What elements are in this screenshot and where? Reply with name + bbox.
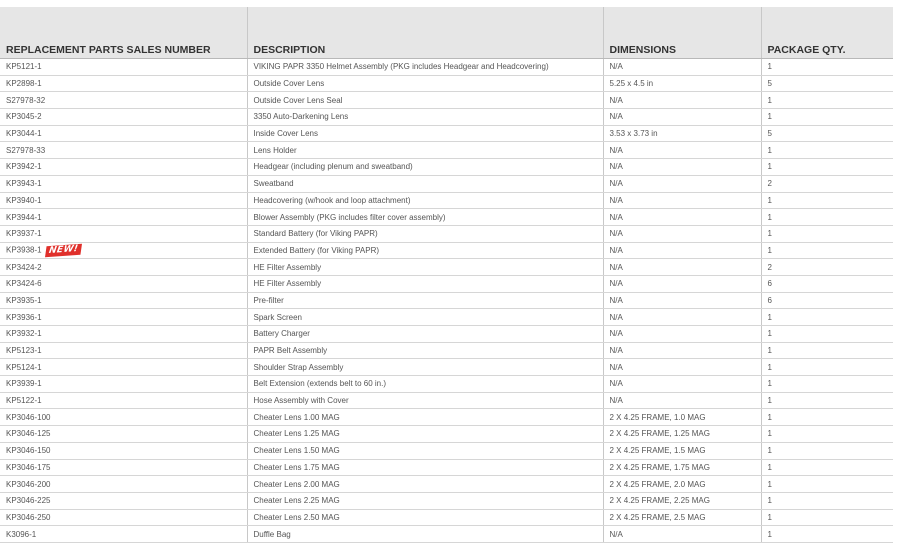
part-number: KP3045-2: [6, 112, 42, 122]
package-qty-cell: 1: [761, 209, 893, 226]
package-qty-cell: 1: [761, 392, 893, 409]
table-row: [0, 175, 893, 192]
package-qty-cell: 1: [761, 476, 893, 493]
part-number: KP5124-1: [6, 362, 42, 372]
part-number: KP3938-1: [6, 245, 42, 255]
description-cell: Lens Holder: [247, 142, 603, 159]
package-qty-cell: 1: [761, 109, 893, 126]
dimensions-cell: 2 X 4.25 FRAME, 1.75 MAG: [603, 459, 761, 476]
dimensions-cell: 2 X 4.25 FRAME, 2.25 MAG: [603, 492, 761, 509]
part-number-cell: [0, 409, 247, 426]
part-number-cell: [0, 209, 247, 226]
table-row: [0, 225, 893, 242]
description-cell: Cheater Lens 2.50 MAG: [247, 509, 603, 526]
table-row: [0, 376, 893, 393]
part-number: KP3046-175: [6, 462, 51, 472]
part-number: KP3046-150: [6, 446, 51, 456]
description-cell: HE Filter Assembly: [247, 259, 603, 276]
description-cell: Blower Assembly (PKG includes filter cover assembly): [247, 209, 603, 226]
dimensions-cell: 2 X 4.25 FRAME, 1.0 MAG: [603, 409, 761, 426]
part-number-cell: [0, 359, 247, 376]
dimensions-cell: 2 X 4.25 FRAME, 1.5 MAG: [603, 442, 761, 459]
part-number: KP3940-1: [6, 195, 42, 205]
part-number: KP3046-225: [6, 496, 51, 506]
description-cell: Extended Battery (for Viking PAPR): [247, 242, 603, 259]
description-cell: PAPR Belt Assembly: [247, 342, 603, 359]
table-row: [0, 292, 893, 309]
package-qty-cell: 1: [761, 59, 893, 76]
table-row: [0, 75, 893, 92]
part-number: KP3424-2: [6, 262, 42, 272]
part-number-cell: [0, 109, 247, 126]
description-cell: 3350 Auto-Darkening Lens: [247, 109, 603, 126]
table-row: [0, 426, 893, 443]
part-number: KP3935-1: [6, 295, 42, 305]
table-row: [0, 509, 893, 526]
part-number-cell: [0, 275, 247, 292]
table-row: [0, 342, 893, 359]
package-qty-cell: 1: [761, 359, 893, 376]
part-number: KP3046-200: [6, 479, 51, 489]
description-cell: Pre-filter: [247, 292, 603, 309]
dimensions-cell: N/A: [603, 526, 761, 543]
package-qty-cell: 1: [761, 442, 893, 459]
table-row: [0, 442, 893, 459]
table-row: [0, 409, 893, 426]
description-cell: HE Filter Assembly: [247, 275, 603, 292]
package-qty-cell: 2: [761, 259, 893, 276]
dimensions-cell: N/A: [603, 275, 761, 292]
description-cell: Cheater Lens 2.00 MAG: [247, 476, 603, 493]
table-row: [0, 259, 893, 276]
part-number-cell: [0, 292, 247, 309]
package-qty-cell: 1: [761, 225, 893, 242]
part-number-cell: [0, 342, 247, 359]
dimensions-cell: N/A: [603, 326, 761, 343]
table-row: [0, 209, 893, 226]
description-cell: Cheater Lens 1.50 MAG: [247, 442, 603, 459]
table-body: [0, 59, 893, 543]
part-number: KP3044-1: [6, 129, 42, 139]
part-number: KP3943-1: [6, 179, 42, 189]
part-number-cell: [0, 225, 247, 242]
description-cell: Headcovering (w/hook and loop attachment): [247, 192, 603, 209]
dimensions-cell: N/A: [603, 242, 761, 259]
part-number: KP3046-250: [6, 512, 51, 522]
header-row: [0, 7, 893, 59]
part-number-cell: [0, 309, 247, 326]
dimensions-cell: N/A: [603, 342, 761, 359]
part-number: KP3424-6: [6, 279, 42, 289]
table-row: [0, 109, 893, 126]
part-number-cell: [0, 376, 247, 393]
dimensions-cell: 2 X 4.25 FRAME, 2.0 MAG: [603, 476, 761, 493]
part-number: KP3046-100: [6, 412, 51, 422]
table-row: [0, 125, 893, 142]
dimensions-cell: N/A: [603, 59, 761, 76]
dimensions-cell: N/A: [603, 159, 761, 176]
dimensions-cell: N/A: [603, 209, 761, 226]
part-number: KP3046-125: [6, 429, 51, 439]
replacement-parts-table: [0, 7, 893, 543]
package-qty-cell: 2: [761, 175, 893, 192]
package-qty-cell: 1: [761, 342, 893, 359]
dimensions-cell: N/A: [603, 175, 761, 192]
package-qty-cell: 1: [761, 326, 893, 343]
package-qty-cell: 1: [761, 492, 893, 509]
part-number-cell: [0, 459, 247, 476]
table-row: [0, 492, 893, 509]
description-cell: Battery Charger: [247, 326, 603, 343]
part-number-cell: [0, 426, 247, 443]
description-cell: Headgear (including plenum and sweatband): [247, 159, 603, 176]
part-number: KP3944-1: [6, 212, 42, 222]
table-header: [0, 7, 893, 59]
table-row: [0, 59, 893, 76]
dimensions-cell: N/A: [603, 92, 761, 109]
part-number-cell: [0, 192, 247, 209]
description-cell: Standard Battery (for Viking PAPR): [247, 225, 603, 242]
dimensions-cell: N/A: [603, 109, 761, 126]
package-qty-cell: 1: [761, 526, 893, 543]
part-number-cell: [0, 59, 247, 76]
package-qty-cell: 1: [761, 192, 893, 209]
table-row: [0, 326, 893, 343]
column-header-part-number: REPLACEMENT PARTS SALES NUMBER: [0, 7, 247, 59]
part-number: K3096-1: [6, 529, 37, 539]
dimensions-cell: N/A: [603, 359, 761, 376]
table-row: [0, 92, 893, 109]
dimensions-cell: 2 X 4.25 FRAME, 1.25 MAG: [603, 426, 761, 443]
table-row: [0, 476, 893, 493]
part-number-cell: [0, 92, 247, 109]
package-qty-cell: 1: [761, 159, 893, 176]
part-number-cell: [0, 259, 247, 276]
table-row: [0, 392, 893, 409]
description-cell: Belt Extension (extends belt to 60 in.): [247, 376, 603, 393]
part-number: KP3942-1: [6, 162, 42, 172]
description-cell: Inside Cover Lens: [247, 125, 603, 142]
package-qty-cell: 1: [761, 426, 893, 443]
part-number: KP5122-1: [6, 396, 42, 406]
dimensions-cell: N/A: [603, 259, 761, 276]
new-badge: NEW!: [45, 244, 82, 257]
part-number-cell: [0, 476, 247, 493]
dimensions-cell: N/A: [603, 225, 761, 242]
part-number-cell: [0, 392, 247, 409]
table-row: [0, 142, 893, 159]
package-qty-cell: 1: [761, 309, 893, 326]
part-number: KP3936-1: [6, 312, 42, 322]
part-number-cell: [0, 142, 247, 159]
dimensions-cell: 2 X 4.25 FRAME, 2.5 MAG: [603, 509, 761, 526]
package-qty-cell: 6: [761, 292, 893, 309]
part-number-cell: [0, 492, 247, 509]
package-qty-cell: 1: [761, 242, 893, 259]
dimensions-cell: N/A: [603, 309, 761, 326]
description-cell: VIKING PAPR 3350 Helmet Assembly (PKG includes Headgear and Headcovering): [247, 59, 603, 76]
table-row: [0, 309, 893, 326]
part-number-cell: [0, 159, 247, 176]
column-header-dimensions: DIMENSIONS: [603, 7, 761, 59]
table-row: [0, 192, 893, 209]
dimensions-cell: 3.53 x 3.73 in: [603, 125, 761, 142]
package-qty-cell: 1: [761, 92, 893, 109]
package-qty-cell: 1: [761, 509, 893, 526]
table-row: [0, 242, 893, 259]
part-number: KP3932-1: [6, 329, 42, 339]
table-row: [0, 359, 893, 376]
part-number-cell: [0, 125, 247, 142]
package-qty-cell: 1: [761, 459, 893, 476]
table-row: [0, 159, 893, 176]
part-number-cell: [0, 526, 247, 543]
description-cell: Shoulder Strap Assembly: [247, 359, 603, 376]
description-cell: Outside Cover Lens: [247, 75, 603, 92]
column-header-description: DESCRIPTION: [247, 7, 603, 59]
part-number: KP2898-1: [6, 79, 42, 89]
package-qty-cell: 1: [761, 376, 893, 393]
description-cell: Cheater Lens 1.00 MAG: [247, 409, 603, 426]
part-number: KP5121-1: [6, 62, 42, 72]
part-number: S27978-33: [6, 145, 46, 155]
parts-table-container: [0, 7, 893, 543]
part-number-cell: [0, 75, 247, 92]
package-qty-cell: 5: [761, 125, 893, 142]
description-cell: Sweatband: [247, 175, 603, 192]
dimensions-cell: N/A: [603, 142, 761, 159]
description-cell: Duffle Bag: [247, 526, 603, 543]
part-number-cell: [0, 242, 247, 259]
package-qty-cell: 1: [761, 409, 893, 426]
dimensions-cell: N/A: [603, 376, 761, 393]
dimensions-cell: N/A: [603, 192, 761, 209]
description-cell: Cheater Lens 1.25 MAG: [247, 426, 603, 443]
part-number: KP3939-1: [6, 379, 42, 389]
table-row: [0, 526, 893, 543]
dimensions-cell: N/A: [603, 292, 761, 309]
part-number-cell: [0, 326, 247, 343]
package-qty-cell: 5: [761, 75, 893, 92]
part-number-cell: [0, 175, 247, 192]
dimensions-cell: 5.25 x 4.5 in: [603, 75, 761, 92]
description-cell: Cheater Lens 2.25 MAG: [247, 492, 603, 509]
part-number-cell: [0, 442, 247, 459]
description-cell: Outside Cover Lens Seal: [247, 92, 603, 109]
dimensions-cell: N/A: [603, 392, 761, 409]
description-cell: Hose Assembly with Cover: [247, 392, 603, 409]
package-qty-cell: 6: [761, 275, 893, 292]
part-number: KP3937-1: [6, 229, 42, 239]
description-cell: Spark Screen: [247, 309, 603, 326]
part-number: KP5123-1: [6, 346, 42, 356]
table-row: [0, 459, 893, 476]
column-header-package-qty: PACKAGE QTY.: [761, 7, 893, 59]
part-number: S27978-32: [6, 95, 46, 105]
table-row: [0, 275, 893, 292]
package-qty-cell: 1: [761, 142, 893, 159]
part-number-cell: [0, 509, 247, 526]
description-cell: Cheater Lens 1.75 MAG: [247, 459, 603, 476]
